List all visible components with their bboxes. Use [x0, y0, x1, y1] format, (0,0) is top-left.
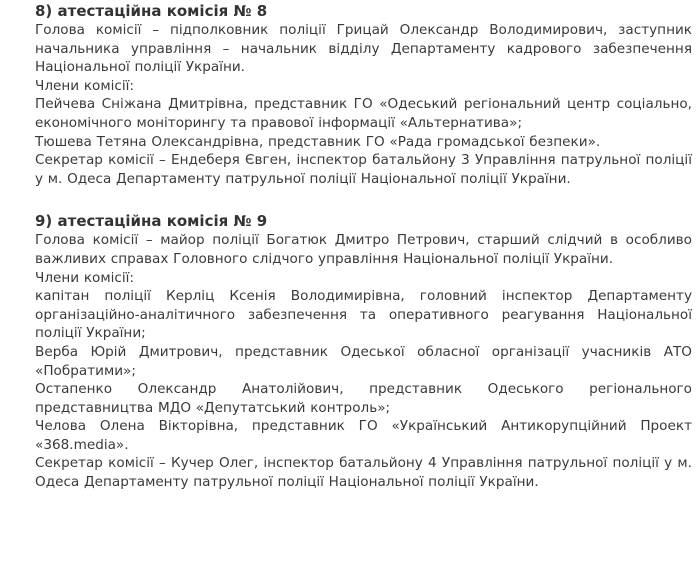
member-paragraph: Остапенко Олександр Анатолійович, представник Одеського регіонального представництва МДО «Депутатський контроль»;: [35, 381, 692, 416]
chairman-paragraph: Голова комісії – майор поліції Богатюк Дмитро Петрович, старший слідчий в особливо важливих справах Головного слідчого управління Національної поліції України.: [35, 232, 692, 267]
member-paragraph: Тюшева Тетяна Олександрівна, представник ГО «Рада громадської безпеки».: [35, 133, 601, 150]
section-title: 8) атестаційна комісія № 8: [35, 2, 268, 20]
members-label: Члени комісії:: [35, 77, 134, 94]
section-commission-8: [35, 1, 692, 188]
document-page: [0, 1, 700, 567]
secretary-paragraph: Секретар комісії – Ендеберя Євген, інспектор батальйону 3 Управління патрульної поліції у м. Одеса Департаменту патрульної поліції Національної поліції України.: [35, 152, 692, 187]
member-paragraph: Верба Юрій Дмитрович, представник Одеської обласної організації учасників АТО «Побратими»;: [35, 343, 692, 379]
section-title: 9) атестаційна комісія № 9: [35, 212, 268, 231]
member-paragraph: капітан поліції Керліц Ксенія Володимирівна, головний інспектор Департаменту організаційно-аналітичного забезпечення та оперативного реагування Національної поліції України;: [35, 288, 692, 342]
members-label: Члени комісії:: [35, 269, 134, 286]
secretary-paragraph: Секретар комісії – Кучер Олег, інспектор батальйону 4 Управління патрульної поліції у м. Одеса Департаменту патрульної поліції Національної поліції України.: [35, 455, 692, 491]
member-paragraph: Пейчева Сніжана Дмитрівна, представник ГО «Одеський регіональний центр соціально, економічного моніторингу та правової інформації «Альтернатива»;: [35, 96, 692, 131]
chairman-paragraph: Голова комісії – підполковник поліції Грицай Олександр Володимирович, заступник начальника управління – начальник відділу Департаменту кадрового забезпечення Національної поліції України.: [35, 22, 692, 76]
section-commission-9: [35, 211, 692, 491]
member-paragraph: Челова Олена Вікторівна, представник ГО «Український Антикорупційний Проект «368.media».: [35, 418, 692, 453]
